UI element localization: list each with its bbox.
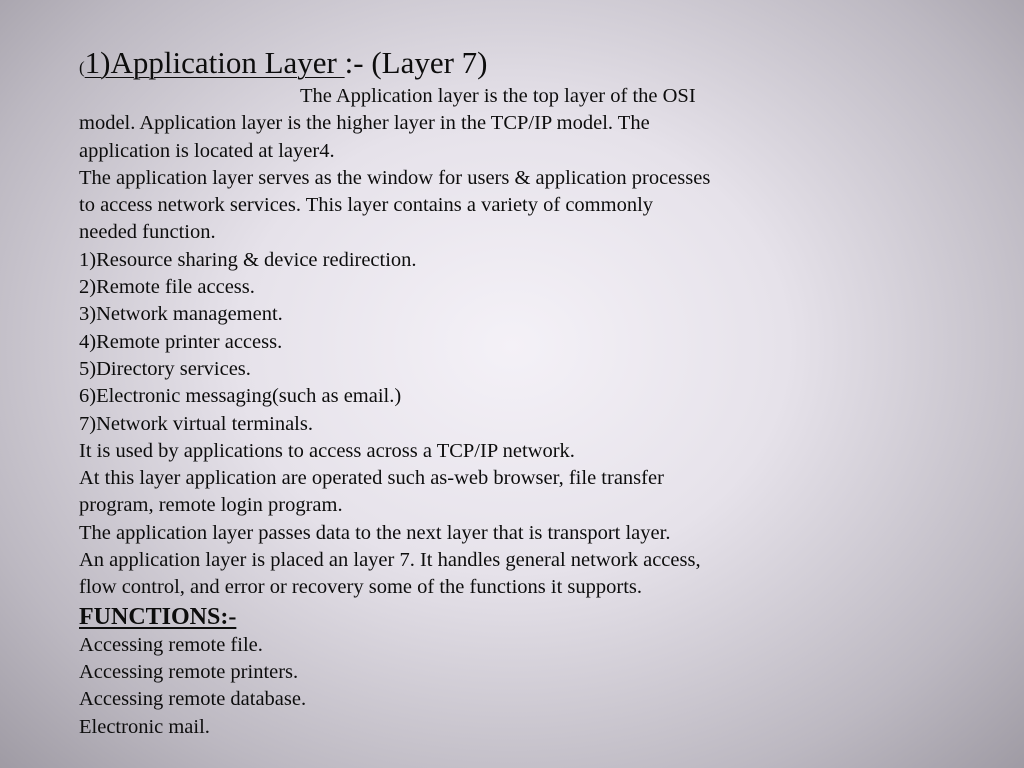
intro-line: to access network services. This layer contains a variety of commonly — [79, 194, 654, 217]
intro-line: model. Application layer is the higher layer in the TCP/IP model. The — [79, 112, 650, 135]
slide-title — [79, 43, 979, 83]
slide-body — [79, 83, 979, 741]
detail-line: It is used by applications to access across a TCP/IP network. — [79, 439, 575, 462]
detail-line: An application layer is placed an layer 7. It handles general network access, — [79, 549, 701, 572]
numbered-item: 6)Electronic messaging(such as email.) — [79, 385, 402, 408]
numbered-item: 4)Remote printer access. — [79, 330, 283, 353]
numbered-item: 3)Network management. — [79, 303, 283, 326]
function-item: Electronic mail. — [79, 715, 210, 738]
detail-line: The application layer passes data to the next layer that is transport layer. — [79, 521, 671, 544]
functions-heading: FUNCTIONS:- — [79, 603, 237, 630]
function-item: Accessing remote printers. — [79, 660, 299, 683]
detail-line: flow control, and error or recovery some of the functions it supports. — [79, 576, 643, 599]
detail-line: program, remote login program. — [79, 494, 343, 517]
title-suffix: :- (Layer 7) — [344, 45, 488, 80]
intro-line: application is located at layer4. — [79, 139, 335, 162]
intro-line: needed function. — [79, 221, 216, 244]
numbered-item: 5)Directory services. — [79, 357, 251, 380]
intro-line: The application layer serves as the window for users & application processes — [79, 166, 711, 189]
function-item: Accessing remote file. — [79, 633, 263, 656]
detail-line: At this layer application are operated such as-web browser, file transfer — [79, 467, 664, 490]
numbered-item: 2)Remote file access. — [79, 276, 255, 299]
slide-content — [79, 43, 979, 741]
intro-line: The Application layer is the top layer of the OSI — [300, 85, 696, 107]
title-open-paren: ( — [79, 58, 85, 77]
function-item: Accessing remote database. — [79, 688, 307, 711]
title-underlined: 1)Application Layer — [84, 45, 345, 80]
numbered-item: 7)Network virtual terminals. — [79, 412, 313, 435]
numbered-item: 1)Resource sharing & device redirection. — [79, 248, 417, 271]
